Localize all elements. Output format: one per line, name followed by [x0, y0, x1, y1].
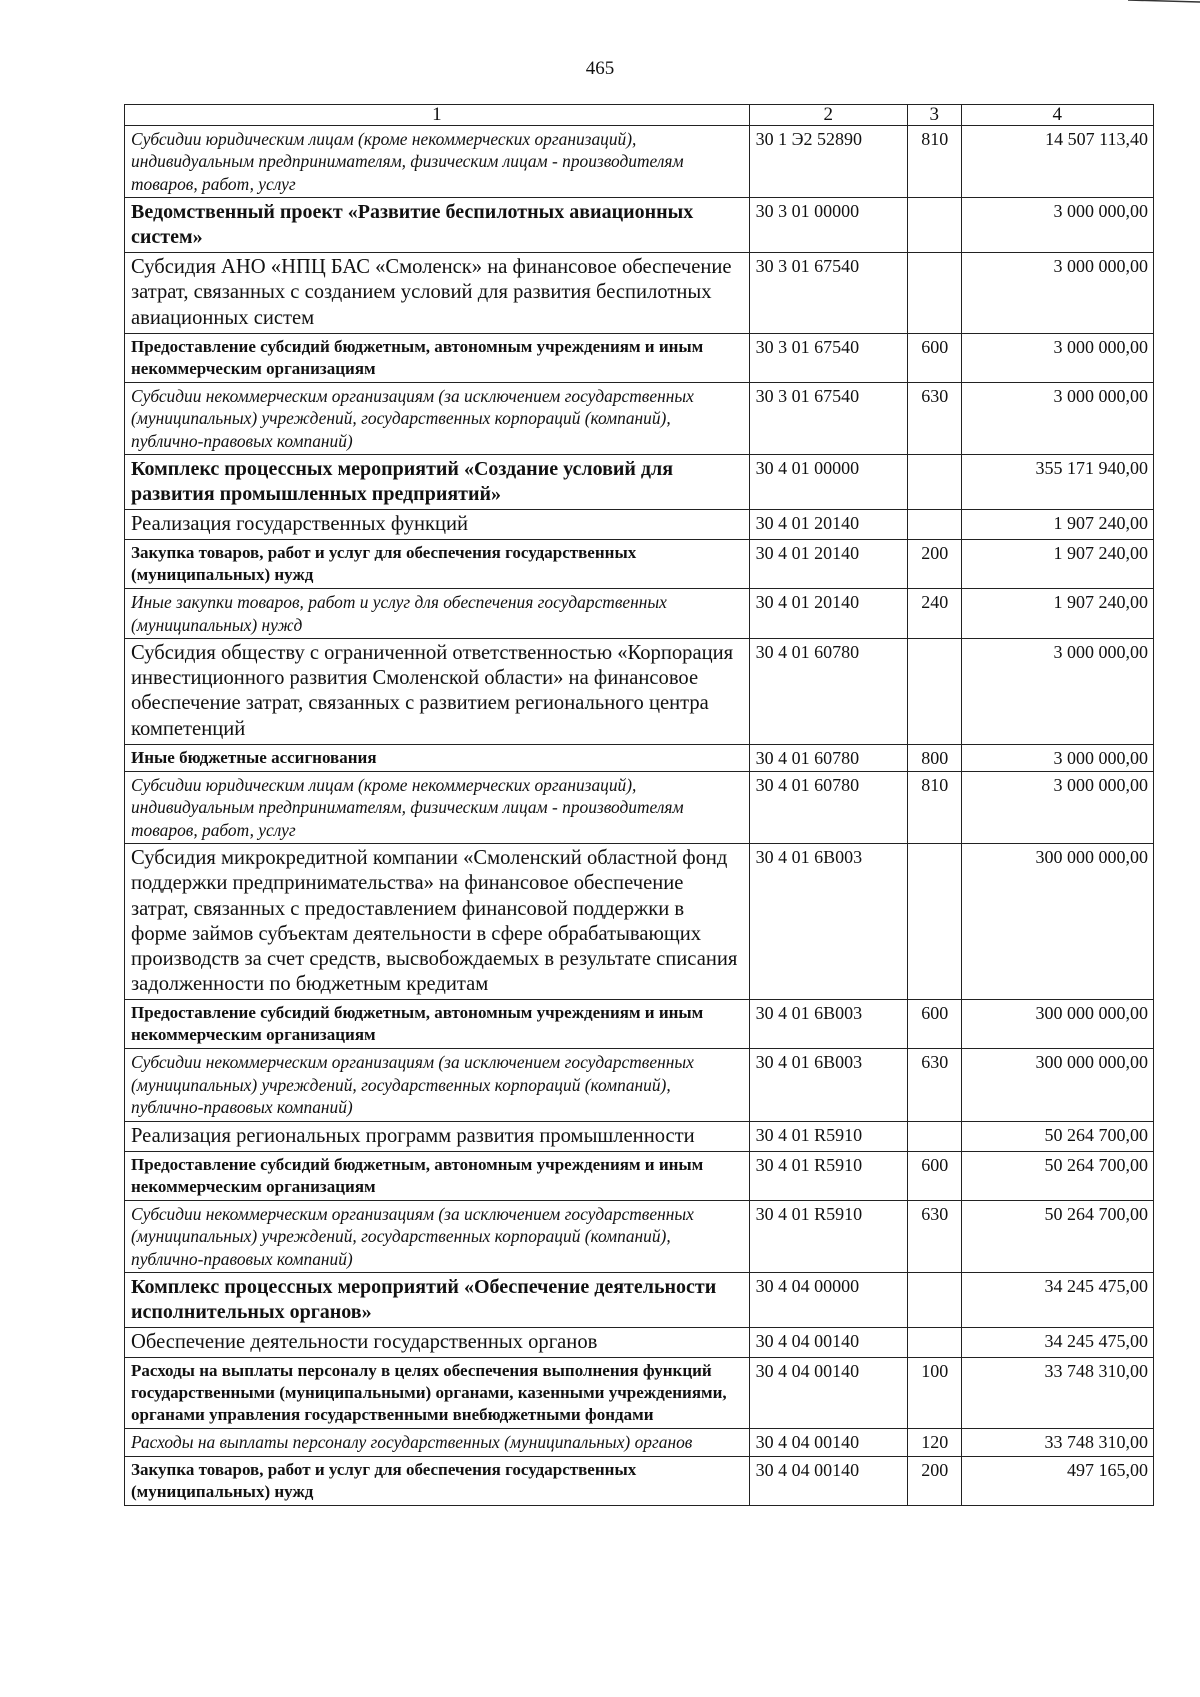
row-code-cell: 30 4 04 00140 [749, 1456, 907, 1505]
header-cell-4: 4 [961, 105, 1153, 126]
table-row [125, 1000, 1154, 1049]
row-name-cell: Иные закупки товаров, работ и услуг для обеспечения государственных (муниципальных) нужд [125, 589, 750, 639]
row-amount-cell: 50 264 700,00 [961, 1151, 1153, 1200]
row-kvr-cell: 630 [907, 1200, 961, 1272]
row-amount-cell: 497 165,00 [961, 1456, 1153, 1505]
row-name-cell: Предоставление субсидий бюджетным, автономным учреждениям и иным некоммерческим организациям [125, 333, 750, 382]
table-header [125, 105, 1154, 126]
row-amount-cell: 1 907 240,00 [961, 589, 1153, 639]
table-row [125, 333, 1154, 382]
row-code-cell: 30 4 01 6В003 [749, 1049, 907, 1121]
row-code-cell: 30 4 01 20140 [749, 510, 907, 540]
row-name-cell: Субсидии некоммерческим организациям (за исключением государственных (муниципальных) учреждений, государственных корпораций (компаний), публично-правовых компаний) [125, 1200, 750, 1272]
row-name-cell: Ведомственный проект «Развитие беспилотных авиационных систем» [125, 198, 750, 253]
table-row [125, 771, 1154, 843]
row-name-cell: Комплекс процессных мероприятий «Обеспечение деятельности исполнительных органов» [125, 1272, 750, 1327]
row-kvr-cell: 120 [907, 1429, 961, 1456]
table-row [125, 510, 1154, 540]
table-row [125, 382, 1154, 454]
row-kvr-cell: 810 [907, 126, 961, 198]
row-kvr-cell [907, 510, 961, 540]
row-amount-cell: 34 245 475,00 [961, 1272, 1153, 1327]
row-code-cell: 30 4 01 60780 [749, 744, 907, 771]
row-kvr-cell [907, 1121, 961, 1151]
row-code-cell: 30 4 01 R5910 [749, 1121, 907, 1151]
row-kvr-cell [907, 198, 961, 253]
table-row [125, 1200, 1154, 1272]
table-row [125, 1429, 1154, 1456]
row-code-cell: 30 3 01 67540 [749, 253, 907, 334]
row-amount-cell: 300 000 000,00 [961, 1049, 1153, 1121]
row-kvr-cell: 200 [907, 540, 961, 589]
row-name-cell: Расходы на выплаты персоналу государственных (муниципальных) органов [125, 1429, 750, 1456]
row-code-cell: 30 4 01 20140 [749, 589, 907, 639]
row-amount-cell: 1 907 240,00 [961, 540, 1153, 589]
row-name-cell: Предоставление субсидий бюджетным, автономным учреждениям и иным некоммерческим организациям [125, 1151, 750, 1200]
page-number: 465 [585, 58, 615, 79]
row-code-cell: 30 4 01 20140 [749, 540, 907, 589]
row-name-cell: Закупка товаров, работ и услуг для обеспечения государственных (муниципальных) нужд [125, 1456, 750, 1505]
row-kvr-cell [907, 1272, 961, 1327]
row-kvr-cell [907, 455, 961, 510]
row-kvr-cell [907, 639, 961, 745]
row-kvr-cell: 100 [907, 1358, 961, 1429]
row-amount-cell: 3 000 000,00 [961, 771, 1153, 843]
row-code-cell: 30 4 01 R5910 [749, 1200, 907, 1272]
row-code-cell: 30 4 04 00140 [749, 1429, 907, 1456]
table-row [125, 1272, 1154, 1327]
row-kvr-cell: 600 [907, 333, 961, 382]
row-amount-cell: 300 000 000,00 [961, 1000, 1153, 1049]
row-amount-cell: 3 000 000,00 [961, 744, 1153, 771]
row-code-cell: 30 3 01 67540 [749, 333, 907, 382]
row-name-cell: Субсидия микрокредитной компании «Смоленский областной фонд поддержки предпринимательства» на финансовое обеспечение затрат, связанных с предоставлением финансовой поддержки в форме займов субъектам деятельности в сфере обрабатывающих производств за счет средств, высвобождаемых в результате списания задолженности по бюджетным кредитам [125, 844, 750, 1000]
row-amount-cell: 33 748 310,00 [961, 1358, 1153, 1429]
table-row [125, 540, 1154, 589]
row-code-cell: 30 4 01 60780 [749, 771, 907, 843]
row-name-cell: Закупка товаров, работ и услуг для обеспечения государственных (муниципальных) нужд [125, 540, 750, 589]
row-name-cell: Комплекс процессных мероприятий «Создание условий для развития промышленных предприятий» [125, 455, 750, 510]
table-row [125, 1358, 1154, 1429]
row-code-cell: 30 4 01 00000 [749, 455, 907, 510]
row-name-cell: Предоставление субсидий бюджетным, автономным учреждениям и иным некоммерческим организациям [125, 1000, 750, 1049]
table-row [125, 639, 1154, 745]
row-amount-cell: 34 245 475,00 [961, 1327, 1153, 1357]
budget-table [124, 104, 1154, 1506]
row-name-cell: Субсидии некоммерческим организациям (за исключением государственных (муниципальных) учреждений, государственных корпораций (компаний), публично-правовых компаний) [125, 1049, 750, 1121]
row-name-cell: Субсидии юридическим лицам (кроме некоммерческих организаций), индивидуальным предпринимателям, физическим лицам - производителям товаров, работ, услуг [125, 126, 750, 198]
row-code-cell: 30 4 01 R5910 [749, 1151, 907, 1200]
row-name-cell: Расходы на выплаты персоналу в целях обеспечения выполнения функций государственными (муниципальными) органами, казенными учреждениями, органами управления государственными внебюджетными фондами [125, 1358, 750, 1429]
row-name-cell: Субсидия АНО «НПЦ БАС «Смоленск» на финансовое обеспечение затрат, связанных с созданием условий для развития беспилотных авиационных систем [125, 253, 750, 334]
row-name-cell: Субсидии некоммерческим организациям (за исключением государственных (муниципальных) учреждений, государственных корпораций (компаний), публично-правовых компаний) [125, 382, 750, 454]
row-amount-cell: 50 264 700,00 [961, 1200, 1153, 1272]
header-cell-3: 3 [907, 105, 961, 126]
table-row [125, 1327, 1154, 1357]
row-code-cell: 30 4 04 00140 [749, 1358, 907, 1429]
table-row [125, 126, 1154, 198]
row-kvr-cell: 800 [907, 744, 961, 771]
header-row [125, 105, 1154, 126]
row-kvr-cell: 240 [907, 589, 961, 639]
table-body [125, 126, 1154, 1506]
row-amount-cell: 3 000 000,00 [961, 639, 1153, 745]
row-name-cell: Реализация государственных функций [125, 510, 750, 540]
row-kvr-cell: 200 [907, 1456, 961, 1505]
row-amount-cell: 50 264 700,00 [961, 1121, 1153, 1151]
header-cell-2: 2 [749, 105, 907, 126]
table-row [125, 844, 1154, 1000]
row-name-cell: Обеспечение деятельности государственных органов [125, 1327, 750, 1357]
row-name-cell: Реализация региональных программ развития промышленности [125, 1121, 750, 1151]
row-amount-cell: 3 000 000,00 [961, 382, 1153, 454]
row-kvr-cell [907, 1327, 961, 1357]
row-kvr-cell [907, 253, 961, 334]
row-code-cell: 30 4 04 00000 [749, 1272, 907, 1327]
row-code-cell: 30 4 01 6В003 [749, 1000, 907, 1049]
row-code-cell: 30 3 01 00000 [749, 198, 907, 253]
row-amount-cell: 14 507 113,40 [961, 126, 1153, 198]
table-row [125, 1121, 1154, 1151]
row-amount-cell: 3 000 000,00 [961, 333, 1153, 382]
row-amount-cell: 355 171 940,00 [961, 455, 1153, 510]
table-row [125, 744, 1154, 771]
row-kvr-cell: 600 [907, 1000, 961, 1049]
row-kvr-cell [907, 844, 961, 1000]
row-code-cell: 30 1 Э2 52890 [749, 126, 907, 198]
row-amount-cell: 3 000 000,00 [961, 198, 1153, 253]
row-amount-cell: 1 907 240,00 [961, 510, 1153, 540]
table-row [125, 455, 1154, 510]
row-name-cell: Субсидия обществу с ограниченной ответственностью «Корпорация инвестиционного развития Смоленской области» на финансовое обеспечение затрат, связанных с развитием регионального центра компетенций [125, 639, 750, 745]
header-cell-1: 1 [125, 105, 750, 126]
row-kvr-cell: 810 [907, 771, 961, 843]
row-amount-cell: 300 000 000,00 [961, 844, 1153, 1000]
table-row [125, 1049, 1154, 1121]
table-row [125, 589, 1154, 639]
row-name-cell: Субсидии юридическим лицам (кроме некоммерческих организаций), индивидуальным предпринимателям, физическим лицам - производителям товаров, работ, услуг [125, 771, 750, 843]
table-row [125, 198, 1154, 253]
row-code-cell: 30 4 01 60780 [749, 639, 907, 745]
table-row [125, 1456, 1154, 1505]
row-code-cell: 30 3 01 67540 [749, 382, 907, 454]
row-amount-cell: 3 000 000,00 [961, 253, 1153, 334]
row-code-cell: 30 4 04 00140 [749, 1327, 907, 1357]
table-row [125, 1151, 1154, 1200]
row-code-cell: 30 4 01 6В003 [749, 844, 907, 1000]
row-kvr-cell: 630 [907, 382, 961, 454]
row-kvr-cell: 630 [907, 1049, 961, 1121]
row-name-cell: Иные бюджетные ассигнования [125, 744, 750, 771]
table-row [125, 253, 1154, 334]
row-amount-cell: 33 748 310,00 [961, 1429, 1153, 1456]
row-kvr-cell: 600 [907, 1151, 961, 1200]
